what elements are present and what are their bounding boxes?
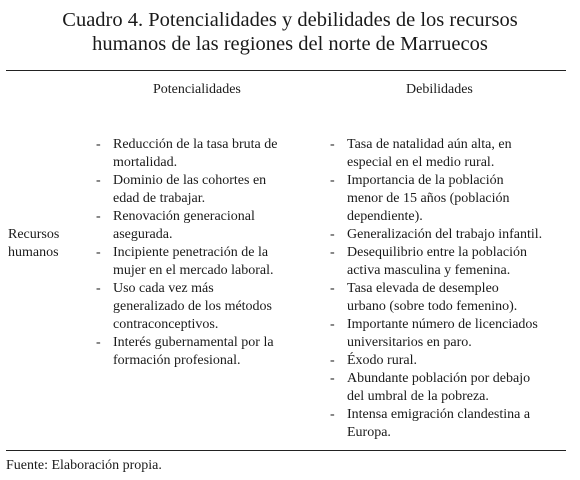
item-line: Europa. bbox=[347, 425, 391, 440]
item-line: activa masculina y femenina. bbox=[347, 263, 511, 278]
debilidades-list bbox=[330, 136, 570, 442]
item-line: Dominio de las cohortes en bbox=[113, 173, 267, 188]
debilidad-item bbox=[330, 316, 570, 352]
item-line: Desequilibrio entre la población bbox=[347, 245, 527, 260]
bullet-dash: - bbox=[330, 227, 335, 242]
item-line: del umbral de la pobreza. bbox=[347, 389, 489, 404]
bullet-dash: - bbox=[96, 137, 101, 152]
potencialidad-item bbox=[96, 208, 310, 244]
bullet-dash: - bbox=[330, 353, 335, 368]
item-line: Abundante población por debajo bbox=[347, 371, 531, 386]
row-label-line-2: humanos bbox=[8, 245, 59, 260]
item-line: Renovación generacional bbox=[113, 209, 255, 224]
item-line: formación profesional. bbox=[113, 353, 241, 368]
bullet-dash: - bbox=[330, 173, 335, 188]
item-line: universitarios en paro. bbox=[347, 335, 472, 350]
item-line: Uso cada vez más bbox=[113, 281, 214, 296]
potencialidad-item bbox=[96, 244, 310, 280]
potencialidad-item bbox=[96, 280, 310, 334]
debilidad-item bbox=[330, 244, 570, 280]
table-title-line-2: humanos de las regiones del norte de Marruecos bbox=[92, 33, 488, 55]
item-line: Importante número de licenciados bbox=[347, 317, 538, 332]
bullet-dash: - bbox=[330, 317, 335, 332]
potencialidades-list bbox=[96, 136, 310, 370]
item-line: urbano (sobre todo femenino). bbox=[347, 299, 518, 314]
bullet-dash: - bbox=[330, 281, 335, 296]
potencialidad-item bbox=[96, 172, 310, 208]
potencialidad-item bbox=[96, 136, 310, 172]
bullet-dash: - bbox=[330, 137, 335, 152]
potencialidad-item bbox=[96, 334, 310, 370]
bullet-dash: - bbox=[96, 209, 101, 224]
bullet-dash: - bbox=[96, 173, 101, 188]
debilidad-item bbox=[330, 370, 570, 406]
item-line: edad de trabajar. bbox=[113, 191, 206, 206]
item-line: Reducción de la tasa bruta de bbox=[113, 137, 278, 152]
item-line: especial en el medio rural. bbox=[347, 155, 495, 170]
row-label-line-1: Recursos bbox=[8, 227, 60, 242]
bullet-dash: - bbox=[330, 371, 335, 386]
table-title-line-1: Cuadro 4. Potencialidades y debilidades de los recursos bbox=[62, 9, 518, 31]
item-line: Intensa emigración clandestina a bbox=[347, 407, 531, 422]
item-line: Tasa de natalidad aún alta, en bbox=[347, 137, 512, 152]
bullet-dash: - bbox=[96, 245, 101, 260]
bullet-dash: - bbox=[96, 335, 101, 350]
source-note: Fuente: Elaboración propia. bbox=[6, 458, 162, 473]
item-line: asegurada. bbox=[113, 227, 173, 242]
table-top-rule bbox=[6, 70, 566, 71]
debilidad-item bbox=[330, 406, 570, 442]
item-line: menor de 15 años (población bbox=[347, 191, 510, 206]
item-line: dependiente). bbox=[347, 209, 423, 224]
table-bottom-rule bbox=[6, 450, 566, 451]
row-label-recursos-humanos bbox=[8, 226, 59, 262]
item-line: Tasa elevada de desempleo bbox=[347, 281, 499, 296]
bullet-dash: - bbox=[96, 281, 101, 296]
column-header-debilidades: Debilidades bbox=[406, 82, 473, 97]
item-line: Interés gubernamental por la bbox=[113, 335, 274, 350]
debilidad-item bbox=[330, 172, 570, 226]
item-line: mujer en el mercado laboral. bbox=[113, 263, 274, 278]
bullet-dash: - bbox=[330, 245, 335, 260]
item-line: generalizado de los métodos bbox=[113, 299, 273, 314]
column-header-potencialidades: Potencialidades bbox=[153, 82, 241, 97]
debilidad-item bbox=[330, 280, 570, 316]
item-line: Éxodo rural. bbox=[347, 353, 417, 368]
item-line: contraconceptivos. bbox=[113, 317, 219, 332]
debilidad-item bbox=[330, 136, 570, 172]
table-title bbox=[0, 8, 580, 56]
bullet-dash: - bbox=[330, 407, 335, 422]
item-line: Generalización del trabajo infantil. bbox=[347, 227, 543, 242]
item-line: Incipiente penetración de la bbox=[113, 245, 269, 260]
debilidad-item bbox=[330, 352, 570, 370]
debilidad-item bbox=[330, 226, 570, 244]
item-line: mortalidad. bbox=[113, 155, 178, 170]
item-line: Importancia de la población bbox=[347, 173, 504, 188]
